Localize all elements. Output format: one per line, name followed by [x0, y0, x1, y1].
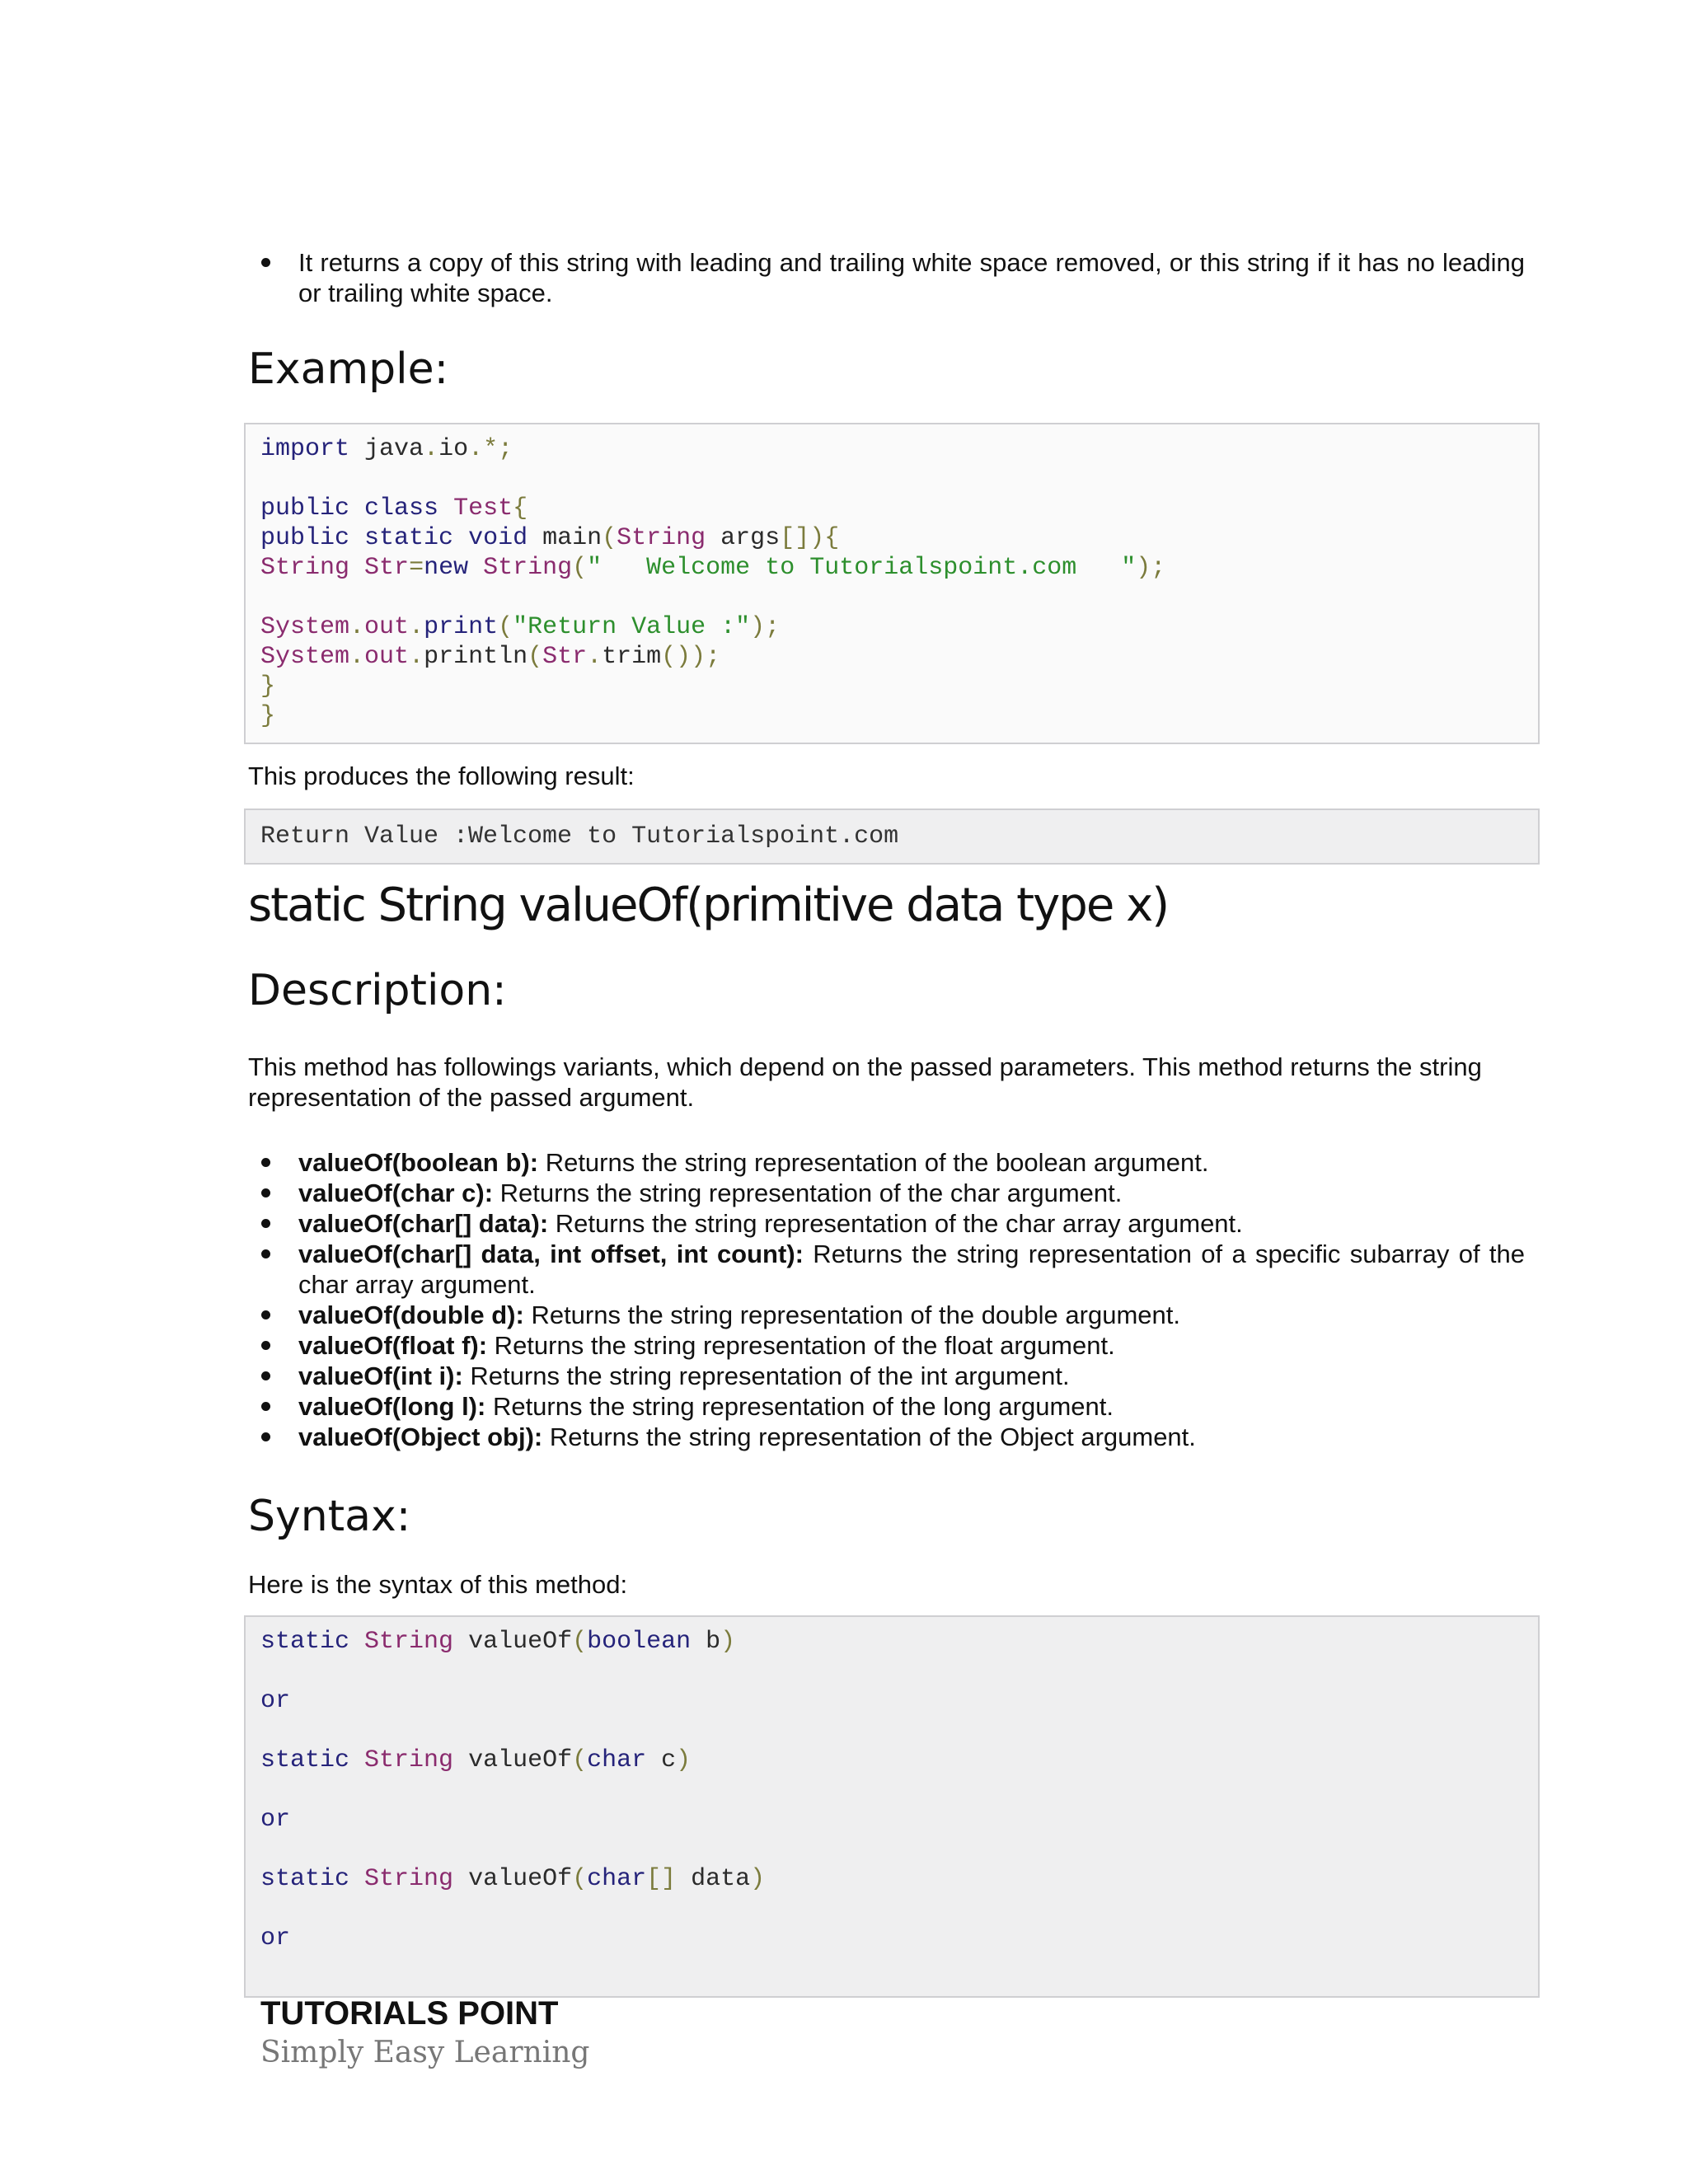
variant-item	[247, 1147, 1525, 1178]
code-token	[438, 494, 453, 523]
code-token: or	[260, 1687, 291, 1715]
code-token: data	[676, 1865, 751, 1893]
variant-description: Returns the string representation of the char array argument.	[548, 1209, 1243, 1238]
footer-brand: TUTORIALS POINT	[260, 1995, 559, 2032]
code-token	[453, 524, 468, 552]
code-token: .	[409, 613, 424, 641]
code-line	[260, 1627, 1523, 1657]
code-token: String	[617, 524, 706, 552]
code-token: Str	[542, 643, 588, 671]
code-token: .	[587, 643, 603, 671]
variant-signature: valueOf(char[] data):	[298, 1209, 549, 1238]
code-token: public	[260, 524, 350, 552]
code-token: valueOf	[453, 1865, 573, 1893]
code-token: main	[528, 524, 603, 552]
variant-signature: valueOf(char c):	[298, 1179, 494, 1207]
code-token: static	[260, 1746, 350, 1774]
code-line	[260, 523, 1523, 553]
code-token	[349, 1628, 364, 1656]
code-line	[260, 701, 1523, 731]
code-line	[260, 434, 1523, 464]
syntax-code-block	[244, 1615, 1540, 1998]
code-token: b	[691, 1628, 721, 1656]
variant-item	[247, 1300, 1525, 1330]
code-line	[260, 553, 1523, 583]
code-token: static	[260, 1628, 350, 1656]
example-heading: Example:	[248, 344, 449, 394]
code-line	[260, 583, 1523, 612]
code-token: new	[424, 554, 469, 582]
code-token: .	[424, 435, 439, 463]
code-token: )	[750, 1865, 766, 1893]
variant-description: Returns the string representation of the double argument.	[523, 1301, 1180, 1329]
syntax-heading: Syntax:	[248, 1492, 411, 1541]
code-token: args	[706, 524, 781, 552]
code-line	[260, 464, 1523, 494]
variant-description: Returns the string representation of a specific subarray of the char array argument.	[298, 1240, 1525, 1299]
code-token: "Return Value :"	[513, 613, 751, 641]
syntax-intro-text: Here is the syntax of this method:	[248, 1570, 628, 1599]
code-line	[260, 1864, 1523, 1894]
code-token: }	[260, 673, 276, 701]
code-token: }	[260, 702, 276, 730]
description-heading: Description:	[248, 966, 507, 1015]
code-token: );	[750, 613, 781, 641]
code-token: );	[1136, 554, 1166, 582]
result-intro-text: This produces the following result:	[248, 762, 635, 790]
code-token: (	[572, 1865, 588, 1893]
code-token: java	[349, 435, 424, 463]
code-token: boolean	[587, 1628, 692, 1656]
code-token: []	[646, 1865, 677, 1893]
code-token: .	[349, 643, 365, 671]
variants-list	[247, 1147, 1525, 1452]
code-token: .	[409, 643, 424, 671]
code-token: (	[572, 1746, 588, 1774]
intro-bullet: It returns a copy of this string with leading and trailing white space removed, or this string if it has no leading or trailing white space.	[247, 247, 1525, 308]
code-token: valueOf	[453, 1746, 573, 1774]
variant-signature: valueOf(Object obj):	[298, 1422, 543, 1451]
variant-description: Returns the string representation of the float argument.	[487, 1331, 1115, 1360]
code-line	[260, 642, 1523, 672]
code-token: char	[587, 1865, 647, 1893]
variant-signature: valueOf(long l):	[298, 1392, 486, 1421]
variant-signature: valueOf(char[] data, int offset, int count):	[298, 1240, 804, 1268]
code-line	[260, 1746, 1523, 1775]
code-token: String	[364, 1746, 454, 1774]
code-token: class	[364, 494, 439, 523]
code-token: " Welcome to Tutorialspoint.com "	[587, 554, 1137, 582]
code-token: (	[572, 554, 588, 582]
variant-item	[247, 1422, 1525, 1452]
code-token: or	[260, 1924, 291, 1952]
variant-item	[247, 1178, 1525, 1208]
code-token: out	[364, 613, 410, 641]
variant-item	[247, 1330, 1525, 1361]
result-output-block: Return Value :Welcome to Tutorialspoint.com	[244, 808, 1540, 865]
variant-description: Returns the string representation of the int argument.	[462, 1361, 1070, 1390]
code-token: String	[483, 554, 573, 582]
code-token: =	[409, 554, 424, 582]
variant-description: Returns the string representation of the char argument.	[493, 1179, 1123, 1207]
code-line	[260, 612, 1523, 642]
method-heading: static String valueOf(primitive data type x)	[248, 879, 1169, 932]
code-line	[260, 1775, 1523, 1805]
code-token	[349, 494, 364, 523]
code-line	[260, 1657, 1523, 1686]
code-token: String	[260, 554, 350, 582]
code-line	[260, 1835, 1523, 1864]
code-token: Str	[364, 554, 410, 582]
code-line	[260, 1686, 1523, 1716]
variant-description: Returns the string representation of the Object argument.	[542, 1422, 1196, 1451]
variant-signature: valueOf(int i):	[298, 1361, 463, 1390]
code-token	[349, 1746, 364, 1774]
code-token	[468, 554, 483, 582]
description-text: This method has followings variants, which depend on the passed parameters. This method returns the string representation of the passed argument.	[248, 1052, 1482, 1112]
code-token: out	[364, 643, 410, 671]
code-token: )	[676, 1746, 692, 1774]
intro-bullet-list	[247, 247, 1525, 308]
code-line	[260, 494, 1523, 523]
code-token: c	[646, 1746, 677, 1774]
variant-item	[247, 1208, 1525, 1239]
code-token: println	[424, 643, 528, 671]
code-token: static	[364, 524, 454, 552]
code-line	[260, 1924, 1523, 1953]
variant-description: Returns the string representation of the boolean argument.	[538, 1148, 1209, 1177]
code-token: String	[364, 1628, 454, 1656]
code-line	[260, 1805, 1523, 1835]
code-token: import	[260, 435, 350, 463]
variant-item	[247, 1361, 1525, 1391]
variant-signature: valueOf(double d):	[298, 1301, 524, 1329]
code-token: .*;	[468, 435, 513, 463]
code-token: public	[260, 494, 350, 523]
code-token: trim	[602, 643, 662, 671]
code-token: {	[513, 494, 528, 523]
code-token: )	[720, 1628, 736, 1656]
code-token: (	[498, 613, 513, 641]
variant-item	[247, 1391, 1525, 1422]
variant-signature: valueOf(boolean b):	[298, 1148, 539, 1177]
code-token: valueOf	[453, 1628, 573, 1656]
code-token: .	[349, 613, 365, 641]
code-token	[349, 554, 364, 582]
code-token: String	[364, 1865, 454, 1893]
variant-item	[247, 1239, 1525, 1300]
code-token	[349, 1865, 364, 1893]
code-token: (	[572, 1628, 588, 1656]
code-token: (	[602, 524, 617, 552]
code-token: or	[260, 1806, 291, 1834]
code-token	[349, 524, 364, 552]
code-token: ());	[661, 643, 721, 671]
code-token: Test	[453, 494, 513, 523]
code-token: System	[260, 643, 350, 671]
code-line	[260, 672, 1523, 701]
code-token: void	[468, 524, 528, 552]
code-token: char	[587, 1746, 647, 1774]
code-token: (	[528, 643, 543, 671]
example-code-block	[244, 423, 1540, 744]
code-line	[260, 1894, 1523, 1924]
code-line	[260, 1716, 1523, 1746]
code-token: static	[260, 1865, 350, 1893]
variant-signature: valueOf(float f):	[298, 1331, 488, 1360]
code-token: io	[438, 435, 469, 463]
code-token: System	[260, 613, 350, 641]
code-token: []){	[780, 524, 840, 552]
variant-description: Returns the string representation of the long argument.	[485, 1392, 1114, 1421]
code-token: print	[424, 613, 499, 641]
footer-tagline: Simply Easy Learning	[260, 2036, 590, 2069]
